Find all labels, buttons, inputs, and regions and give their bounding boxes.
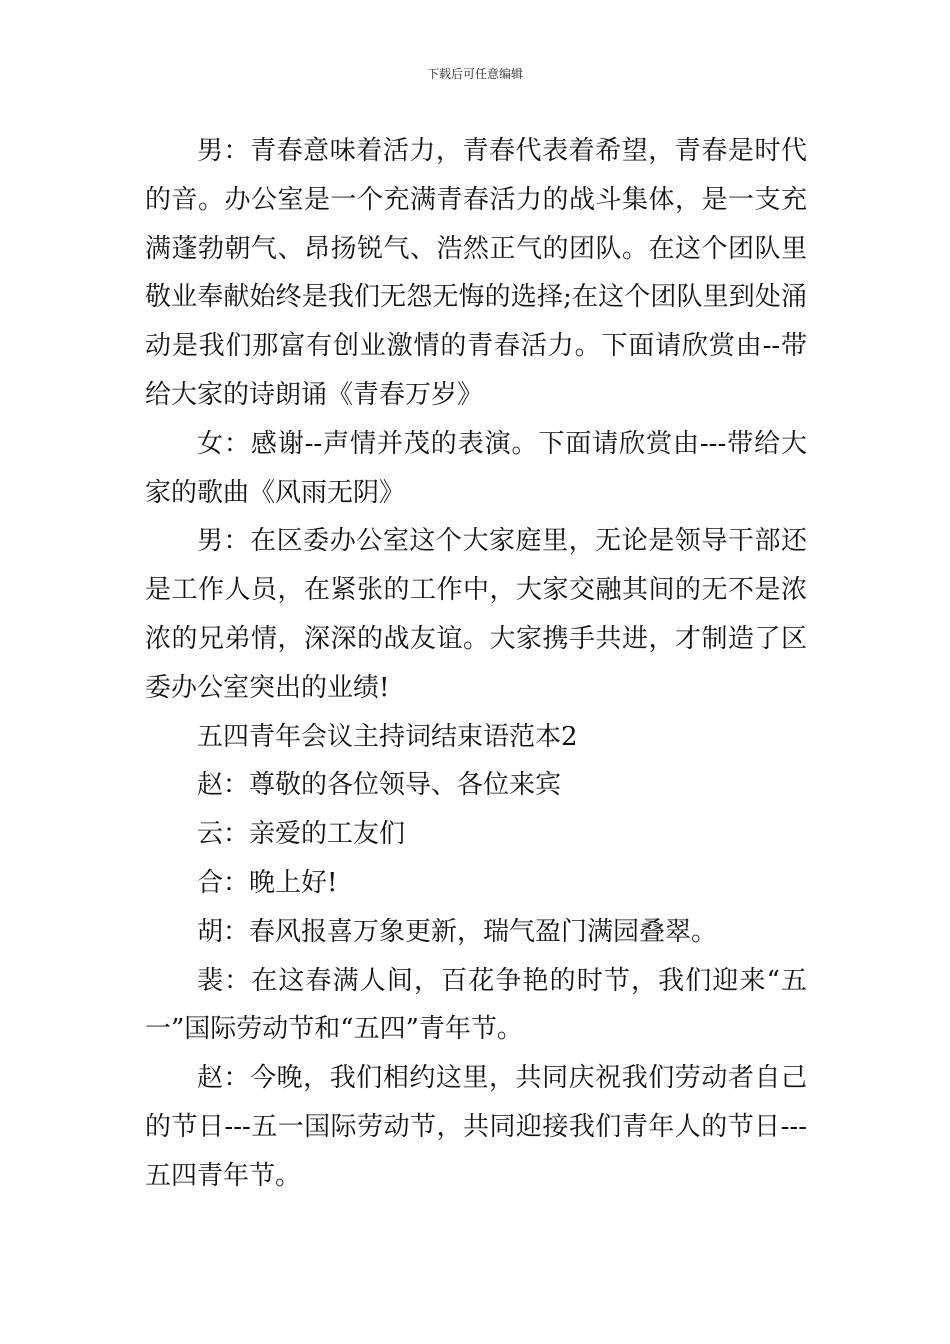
paragraph-zhao-tonight: 赵：今晚，我们相约这里，共同庆祝我们劳动者自己的节日---五一国际劳动节，共同迎接我们青年人的节日---五四青年节。: [145, 1063, 807, 1191]
paragraph-zhao-greeting: 赵：尊敬的各位领导、各位来宾: [197, 770, 562, 801]
document-body: [145, 127, 807, 1201]
paragraph-male-office: 男：在区委办公室这个大家庭里，无论是领导干部还是工作人员，在紧张的工作中，大家交融其间的无不是浓浓的兄弟情，深深的战友谊。大家携手共进，才制造了区委办公室突出的业绩!: [145, 526, 807, 703]
paragraph-hu: 胡：春风报喜万象更新，瑞气盈门满园叠翠。: [197, 916, 718, 947]
page-header-note: 下载后可任意编辑: [426, 67, 523, 81]
paragraph-yun-greeting: 云：亲爱的工友们: [197, 819, 406, 850]
paragraph-together-greeting: 合：晚上好!: [197, 867, 338, 898]
paragraph-pei: 裴：在这春满人间，百花争艳的时节，我们迎来“五一”国际劳动节和“五四”青年节。: [145, 965, 807, 1045]
section-title: 五四青年会议主持词结束语范本2: [197, 721, 578, 752]
paragraph-male-intro: 男：青春意味着活力，青春代表着希望，青春是时代的音。办公室是一个充满青春活力的战斗集体，是一支充满蓬勃朝气、昂扬锐气、浩然正气的团队。在这个团队里敬业奉献始终是我们无怨无悔的选择;在这个团队里到处涌动是我们那富有创业激情的青春活力。下面请欣赏由--带给大家的诗朗诵《青春万岁》: [145, 136, 807, 410]
paragraph-female-thanks: 女：感谢--声情并茂的表演。下面请欣赏由---带给大家的歌曲《风雨无阴》: [145, 428, 807, 508]
